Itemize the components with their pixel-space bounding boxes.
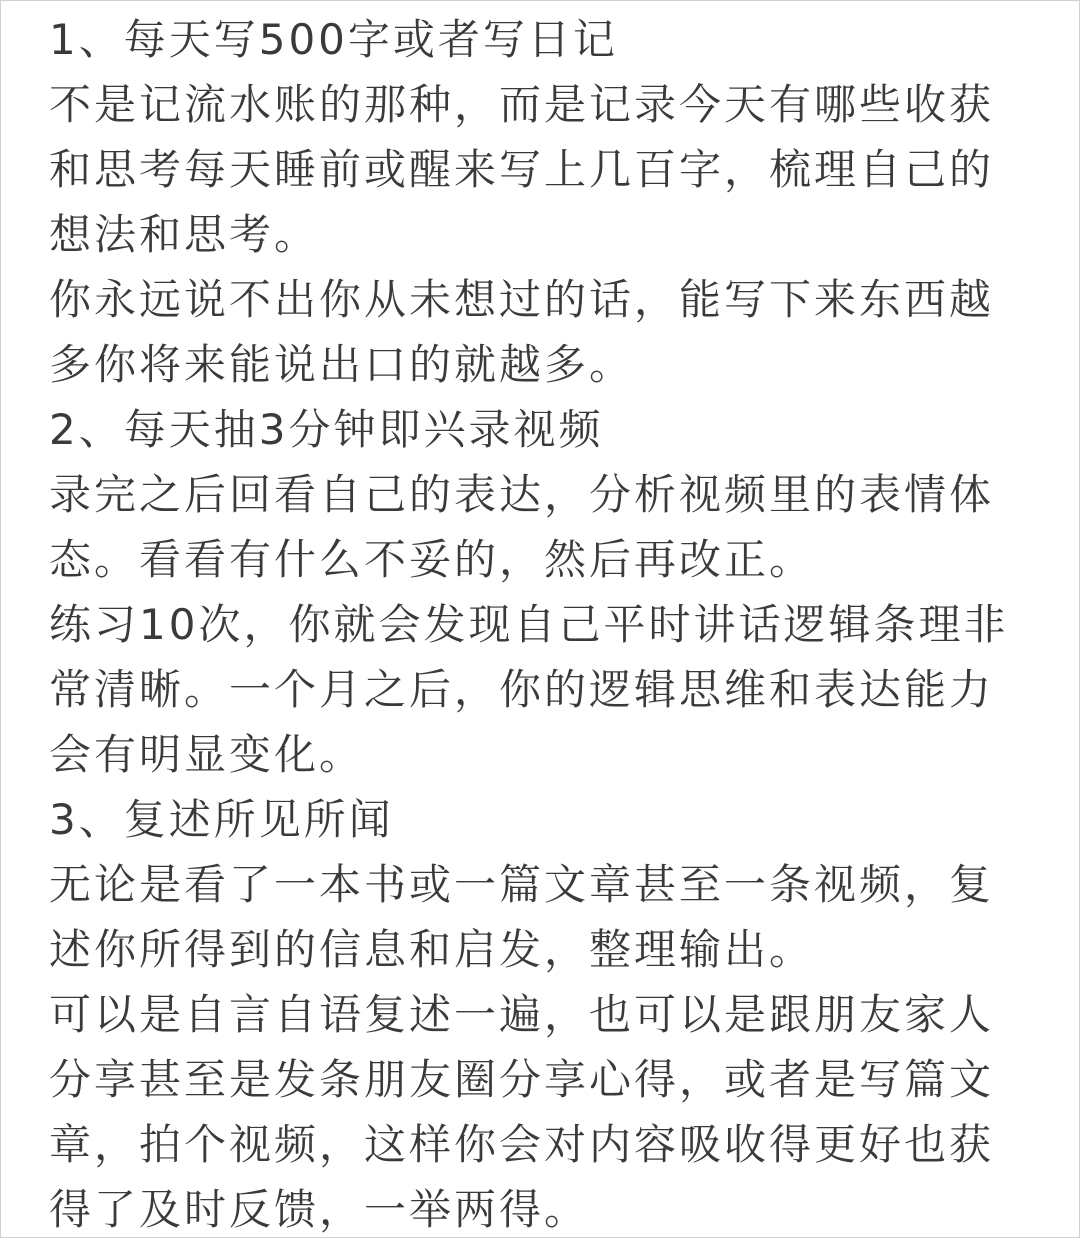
paragraph-line: 无论是看了一本书或一篇文章甚至一条视频，复: [49, 860, 995, 909]
paragraph-line: 章，拍个视频，这样你会对内容吸收得更好也获: [49, 1120, 995, 1169]
paragraph-line: 练习10次，你就会发现自己平时讲话逻辑条理非: [49, 600, 1009, 649]
paragraph-line: 不是记流水账的那种，而是记录今天有哪些收获: [49, 80, 995, 129]
paragraph-line: 多你将来能说出口的就越多。: [49, 340, 635, 389]
paragraph-line: 可以是自言自语复述一遍，也可以是跟朋友家人: [49, 990, 995, 1039]
paragraph-line: 录完之后回看自己的表达，分析视频里的表情体: [49, 470, 995, 519]
section-heading: 1、每天写500字或者写日记: [49, 15, 618, 64]
paragraph-line: 你永远说不出你从未想过的话，能写下来东西越: [49, 275, 995, 324]
section-heading: 2、每天抽3分钟即兴录视频: [49, 405, 604, 454]
paragraph-line: 分享甚至是发条朋友圈分享心得，或者是写篇文: [49, 1055, 995, 1104]
section-3: [49, 787, 1049, 1242]
section-2: [49, 397, 1049, 787]
paragraph-line: 态。看看有什么不妥的，然后再改正。: [49, 535, 815, 584]
paragraph-line: 常清晰。一个月之后，你的逻辑思维和表达能力: [49, 665, 995, 714]
paragraph-line: 得了及时反馈，一举两得。: [49, 1185, 590, 1234]
section-1: [49, 7, 1049, 397]
article-body: [49, 7, 1049, 1242]
paragraph-line: 会有明显变化。: [49, 730, 365, 779]
paragraph-line: 述你所得到的信息和启发，整理输出。: [49, 925, 815, 974]
paragraph-line: 想法和思考。: [49, 210, 320, 259]
paragraph-line: 和思考每天睡前或醒来写上几百字，梳理自己的: [49, 145, 995, 194]
section-heading: 3、复述所见所闻: [49, 795, 394, 844]
